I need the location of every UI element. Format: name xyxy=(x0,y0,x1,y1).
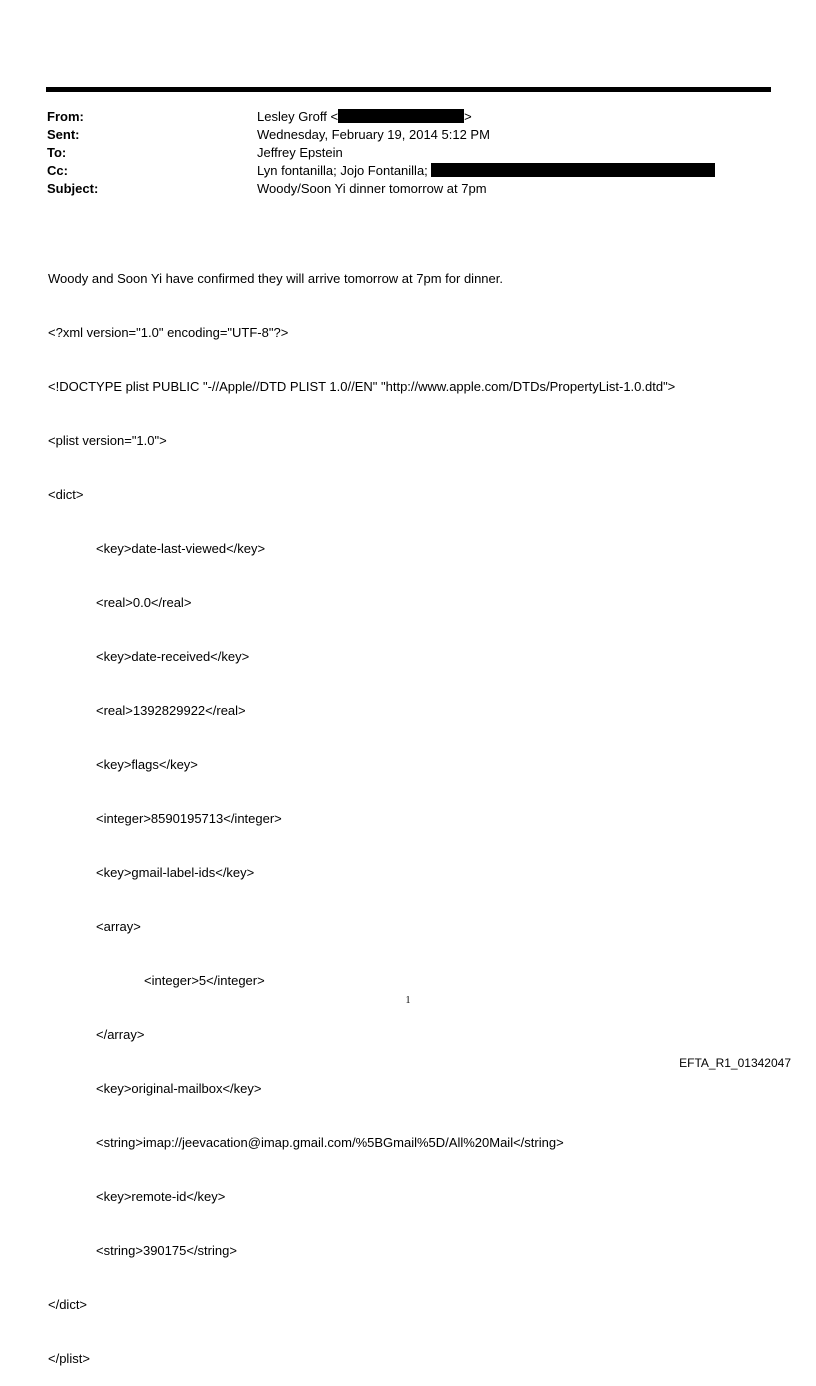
subject-label: Subject: xyxy=(47,181,99,196)
body-line: <integer>5</integer> xyxy=(144,973,265,988)
redaction-box xyxy=(431,163,715,177)
bates-number: EFTA_R1_01342047 xyxy=(679,1056,791,1070)
body-line: <key>remote-id</key> xyxy=(96,1189,226,1204)
body-line: <?xml version="1.0" encoding="UTF-8"?> xyxy=(48,325,289,340)
body-line: <string>imap://jeevacation@imap.gmail.com/%5BGmail%5D/All%20Mail</string> xyxy=(96,1135,564,1150)
email-body xyxy=(48,234,768,1386)
cc-label: Cc: xyxy=(47,163,68,178)
body-line: <plist version="1.0"> xyxy=(48,433,167,448)
to-label: To: xyxy=(47,145,67,160)
body-line: Woody and Soon Yi have confirmed they will arrive tomorrow at 7pm for dinner. xyxy=(48,271,503,286)
from-name: Lesley Groff < xyxy=(257,109,339,124)
body-line: <dict> xyxy=(48,487,84,502)
body-line: <key>date-received</key> xyxy=(96,649,250,664)
from-bracket: > xyxy=(464,109,472,124)
body-line: <array> xyxy=(96,919,141,934)
sent-label: Sent: xyxy=(47,127,80,142)
body-line: </plist> xyxy=(48,1351,90,1366)
body-line: <real>0.0</real> xyxy=(96,595,192,610)
subject-value: Woody/Soon Yi dinner tomorrow at 7pm xyxy=(257,181,487,196)
from-label: From: xyxy=(47,109,84,124)
cc-names: Lyn fontanilla; Jojo Fontanilla; xyxy=(257,163,428,178)
body-line: <key>gmail-label-ids</key> xyxy=(96,865,255,880)
redaction-box xyxy=(338,109,464,123)
body-line: <real>1392829922</real> xyxy=(96,703,246,718)
body-line: <string>390175</string> xyxy=(96,1243,237,1258)
body-line: </array> xyxy=(96,1027,145,1042)
body-line: <key>flags</key> xyxy=(96,757,198,772)
to-value: Jeffrey Epstein xyxy=(257,145,343,160)
from-value xyxy=(257,108,472,126)
body-line: <key>original-mailbox</key> xyxy=(96,1081,262,1096)
body-line: </dict> xyxy=(48,1297,88,1312)
page-number: 1 xyxy=(405,995,411,1006)
body-line: <!DOCTYPE plist PUBLIC "-//Apple//DTD PLIST 1.0//EN" "http://www.apple.com/DTDs/PropertyList-1.0.dtd"> xyxy=(48,379,676,394)
body-line: <key>date-last-viewed</key> xyxy=(96,541,266,556)
header-rule xyxy=(46,87,771,92)
cc-value xyxy=(257,162,715,180)
body-line: <integer>8590195713</integer> xyxy=(96,811,282,826)
sent-value: Wednesday, February 19, 2014 5:12 PM xyxy=(257,127,490,142)
